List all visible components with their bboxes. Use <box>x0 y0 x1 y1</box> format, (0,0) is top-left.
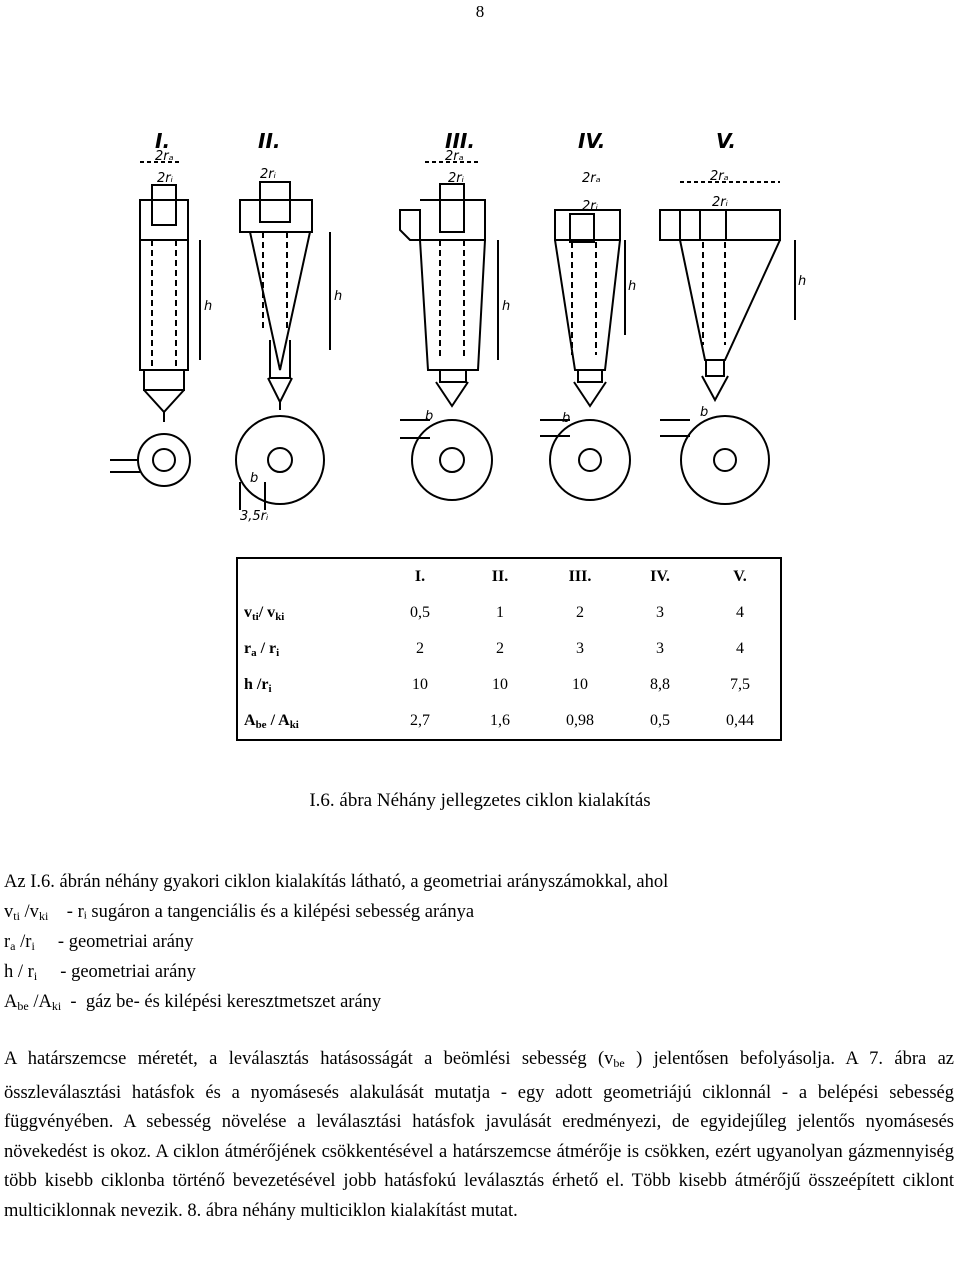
table-cell: 3 <box>656 640 664 657</box>
svg-text:h: h <box>334 289 343 304</box>
table-header: V. <box>733 568 747 585</box>
page-number: 8 <box>475 2 485 21</box>
table-cell: 10 <box>492 676 508 693</box>
table-cell: 1,6 <box>490 712 510 729</box>
definition-item: $v_{ti}$ $/v_{ki}$ - rᵢ sugáron a tangenciális és a kilépési sebesség aránya <box>4 902 475 923</box>
svg-text:2rᵢ: 2rᵢ <box>157 171 173 186</box>
svg-text:h: h <box>628 279 637 294</box>
row-label: $A_{be} / A_{ki}$ <box>244 711 299 731</box>
table-header: IV. <box>650 568 670 585</box>
svg-text:h: h <box>204 299 213 314</box>
table-cell: 3 <box>576 640 584 657</box>
row-label: h $/r_i$ <box>244 675 272 695</box>
table-row <box>237 667 781 703</box>
cyclone-figure <box>100 120 820 540</box>
roman-label-2: II. <box>258 129 281 153</box>
roman-label-5: V. <box>716 129 736 153</box>
table-cell: 3 <box>656 604 664 621</box>
definition-item: h / $r_i$ - geometriai arány <box>4 962 196 983</box>
body-paragraph: A határszemcse méretét, a leválasztás hatásosságát a beömlési sebesség ($v_{be}$ ) jelentősen befolyásolja. A 7. ábra az összleválasztási hatásfok és a nyomásesés alakulását mutatja - egy adott geometriájú ciklonnál - a belépési sebesség függvényében. A sebesség növelése a leválasztási hatásfok javulását eredményezi, de egyidejűleg jelentős nyomásesés növekedést is okoz. A ciklon átmérőjének csökkentésével a határszemcse átmérője is csökken, ezért ugyanolyan gázmennyiség több kisebb ciklonba történő bevezetésével jobb hatásfokú leválasztás érhető el. Több kisebb átmérőjű összeépített ciklont multiciklonnak nevezik. 8. ábra néhány multiciklon kialakítást mutat. <box>4 1049 954 1221</box>
table-cell: 2 <box>496 640 504 657</box>
svg-text:2rₐ: 2rₐ <box>582 171 601 186</box>
definition-item: $r_a$ $/r_i$ - geometriai arány <box>4 932 194 953</box>
table-cell: 0,5 <box>410 604 430 621</box>
cyclone-1 <box>110 149 212 486</box>
table-cell: 0,98 <box>566 712 594 729</box>
table-header: I. <box>414 568 426 585</box>
table-cell: 4 <box>736 604 744 621</box>
figure-caption: I.6. ábra Néhány jellegzetes ciklon kialakítás <box>309 790 651 811</box>
svg-text:h: h <box>502 299 511 314</box>
cyclone-2 <box>236 167 342 524</box>
svg-text:2rᵢ: 2rᵢ <box>448 171 464 186</box>
table-cell: 0,5 <box>650 712 670 729</box>
cyclone-5 <box>660 169 806 504</box>
table-cell: 2 <box>576 604 584 621</box>
table-cell: 0,44 <box>726 712 754 729</box>
cyclone-4 <box>540 171 636 500</box>
cyclone-3 <box>400 149 510 500</box>
table-cell: 1 <box>496 604 504 621</box>
svg-text:3,5rᵢ: 3,5rᵢ <box>240 509 269 524</box>
ratio-table <box>236 557 782 741</box>
table-cell: 10 <box>412 676 428 693</box>
svg-text:b: b <box>700 405 709 420</box>
table-cell: 8,8 <box>650 676 670 693</box>
table-corner <box>237 558 380 595</box>
svg-text:2rᵢ: 2rᵢ <box>260 167 276 182</box>
svg-text:2rₐ: 2rₐ <box>710 169 729 184</box>
svg-text:2rᵢ: 2rᵢ <box>582 199 598 214</box>
table-row <box>237 703 781 740</box>
roman-label-3: III. <box>445 129 475 153</box>
intro-line: Az I.6. ábrán néhány gyakori ciklon kialakítás látható, a geometriai arányszámokkal, ahol <box>4 872 669 892</box>
svg-text:b: b <box>425 409 434 424</box>
svg-text:2rᵢ: 2rᵢ <box>712 195 728 210</box>
row-label: $r_a / r_i$ <box>244 639 280 659</box>
svg-text:2rₐ: 2rₐ <box>445 149 464 164</box>
table-row <box>237 595 781 631</box>
svg-text:h: h <box>798 274 807 289</box>
table-cell: 2,7 <box>410 712 430 729</box>
svg-text:b: b <box>250 471 259 486</box>
table-header: III. <box>568 568 592 585</box>
definition-item: $A_{be}$ $/A_{ki}$ - gáz be- és kilépési keresztmetszet arány <box>4 992 382 1013</box>
definitions-block <box>4 867 954 1017</box>
row-label: $v_{ti}/$ $v_{ki}$ <box>244 603 285 623</box>
table-cell: 4 <box>736 640 744 657</box>
svg-text:2rₐ: 2rₐ <box>155 149 174 164</box>
roman-label-4: IV. <box>578 129 606 153</box>
table-cell: 10 <box>572 676 588 693</box>
table-row <box>237 631 781 667</box>
table-header: II. <box>491 568 509 585</box>
table-header-row <box>237 558 781 595</box>
svg-text:b: b <box>562 411 571 426</box>
roman-label-1: I. <box>155 129 171 153</box>
table-cell: 2 <box>416 640 424 657</box>
table-cell: 7,5 <box>730 676 750 693</box>
